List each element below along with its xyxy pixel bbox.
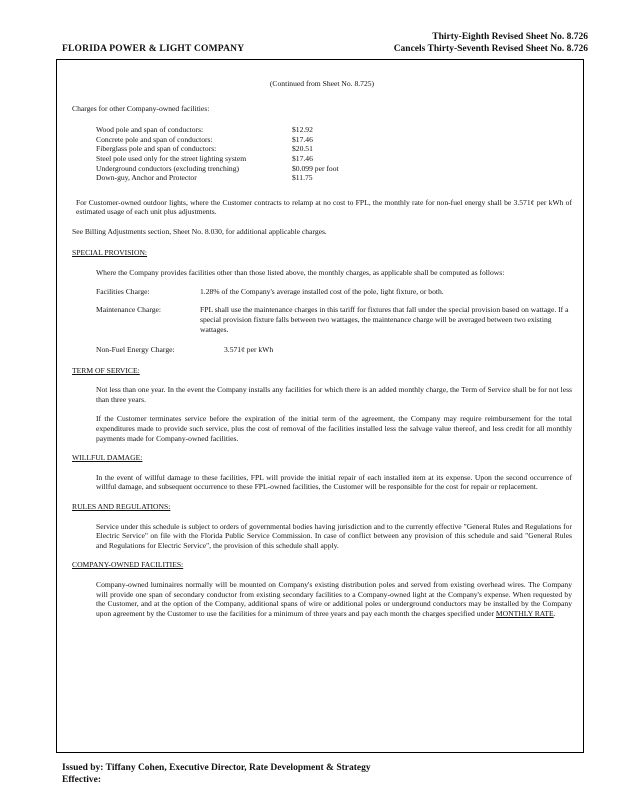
term-of-service-heading: TERM OF SERVICE: (72, 365, 140, 375)
charges-table (96, 125, 572, 183)
rules-p1: Service under this schedule is subject to orders of governmental bodies having jurisdiction and to the currently effective "General Rules and Regulations for Electric Service" on file with the Florida Public Service Commission. In case of conflict between any provision of this schedule and said "General Rules and Regulations for Electric Service", the provision of this schedule shall apply. (96, 521, 572, 550)
rate-desc: Underground conductors (excluding trenching) (96, 163, 240, 173)
document-body (72, 59, 572, 618)
table-row (96, 135, 572, 145)
company-owned-text: Company-owned luminaires normally will be mounted on Company's existing distribution poles and served from existing overhead wires. The Company will provide one span of secondary conductor from existing secondary facilities to a Company-owned light at the Company's expense. When requested by the Customer, and at the option of the Company, additional spans of wire or additional poles or underground conductors may be installed by the Company upon agreement by the Customer to use the facilities for a minimum of three years and pay each month the charges specified under (96, 580, 572, 618)
customer-owned-note: For Customer-owned outdoor lights, where the Customer contracts to relamp at no cost to FPL, the monthly rate for non-fuel energy shall be 3.571¢ per kWh of estimated usage of each unit plus adjustments. (76, 197, 572, 217)
term-of-service-p2: If the Customer terminates service before the expiration of the initial term of the agreement, the Company may require reimbursement for the total expenditures made to provide such service, plus the cost of removal of the facilities installed less the salvage value thereof, and less credit for all monthly payments made for Company-owned facilities. (96, 414, 572, 443)
company-owned-heading: COMPANY-OWNED FACILITIES: (72, 560, 184, 570)
issued-by: Issued by: Tiffany Cohen, Executive Director, Rate Development & Strategy (62, 763, 371, 773)
footer (62, 762, 371, 786)
billing-adjustments-note: See Billing Adjustments section, Sheet No. 8.030, for additional applicable charges. (72, 226, 327, 236)
special-provision-intro: Where the Company provides facilities other than those listed above, the monthly charges, as applicable shall be computed as follows: (96, 268, 505, 278)
effective-date: Effective: (62, 775, 102, 785)
sheet-line-cancels: Cancels Thirty-Seventh Revised Sheet No. 8.726 (393, 44, 588, 54)
rate-desc: Fiberglass pole and span of conductors: (96, 144, 217, 154)
willful-damage-heading: WILLFUL DAMAGE: (72, 453, 143, 463)
sheet-line-revised: Thirty-Eighth Revised Sheet No. 8.726 (432, 32, 588, 42)
sheet-number (394, 31, 588, 55)
maintenance-charge-text: FPL shall use the maintenance charges in this tariff for fixtures that fall under the special provision based on wattage. If a special provision fixture falls between two wattages, the maintenance charge will be averaged between two existing wattages. (200, 305, 569, 334)
rate-value: $17.46 (292, 153, 313, 163)
company-owned-p1 (96, 580, 572, 618)
special-provision-heading: SPECIAL PROVISION: (72, 247, 148, 257)
table-row (96, 173, 572, 183)
rate-desc: Down-guy, Anchor and Protector (96, 173, 197, 183)
facilities-charge-text: 1.28% of the Company's average installed cost of the pole, light fixture, or both. (200, 286, 444, 296)
rate-value: $0.099 per foot (292, 163, 339, 173)
continued-note: (Continued from Sheet No. 8.725) (269, 79, 375, 88)
facilities-charge-label: Facilities Charge: (96, 286, 150, 296)
energy-charge-row (96, 345, 572, 355)
energy-charge-label: Non-Fuel Energy Charge: (96, 345, 175, 355)
rate-desc: Wood pole and span of conductors: (96, 125, 204, 135)
term-of-service-p1: Not less than one year. In the event the Company installs any facilities for which there is an added monthly charge, the Term of Service shall be for not less than three years. (96, 385, 572, 404)
rate-value: $12.92 (292, 125, 313, 135)
rate-desc: Concrete pole and span of conductors: (96, 134, 213, 144)
maintenance-charge-label: Maintenance Charge: (96, 305, 162, 315)
table-row (96, 154, 572, 164)
charges-intro: Charges for other Company-owned facilities: (72, 103, 210, 113)
facilities-charge-row (96, 287, 572, 297)
company-owned-tail: . (553, 608, 556, 618)
willful-damage-p1: In the event of willful damage to these facilities, FPL will provide the initial repair of each installed item at its expense. Upon the second occurrence of willful damage, and subsequent occurrence to these FPL-owned facilities, the Customer will be responsible for the cost for repair or replacement. (96, 472, 572, 492)
table-row (96, 144, 572, 154)
rate-value: $20.51 (292, 144, 313, 154)
table-row (96, 164, 572, 174)
monthly-rate-ref: MONTHLY RATE (495, 608, 554, 618)
maintenance-charge-row (96, 305, 572, 334)
company-name: FLORIDA POWER & LIGHT COMPANY (62, 44, 245, 54)
rate-value: $11.75 (292, 173, 313, 183)
rate-value: $17.46 (292, 134, 313, 144)
energy-charge-value: 3.571¢ per kWh (224, 345, 274, 355)
table-row (96, 125, 572, 135)
rules-heading: RULES AND REGULATIONS: (72, 502, 171, 512)
rate-desc: Steel pole used only for the street lighting system (96, 153, 247, 163)
